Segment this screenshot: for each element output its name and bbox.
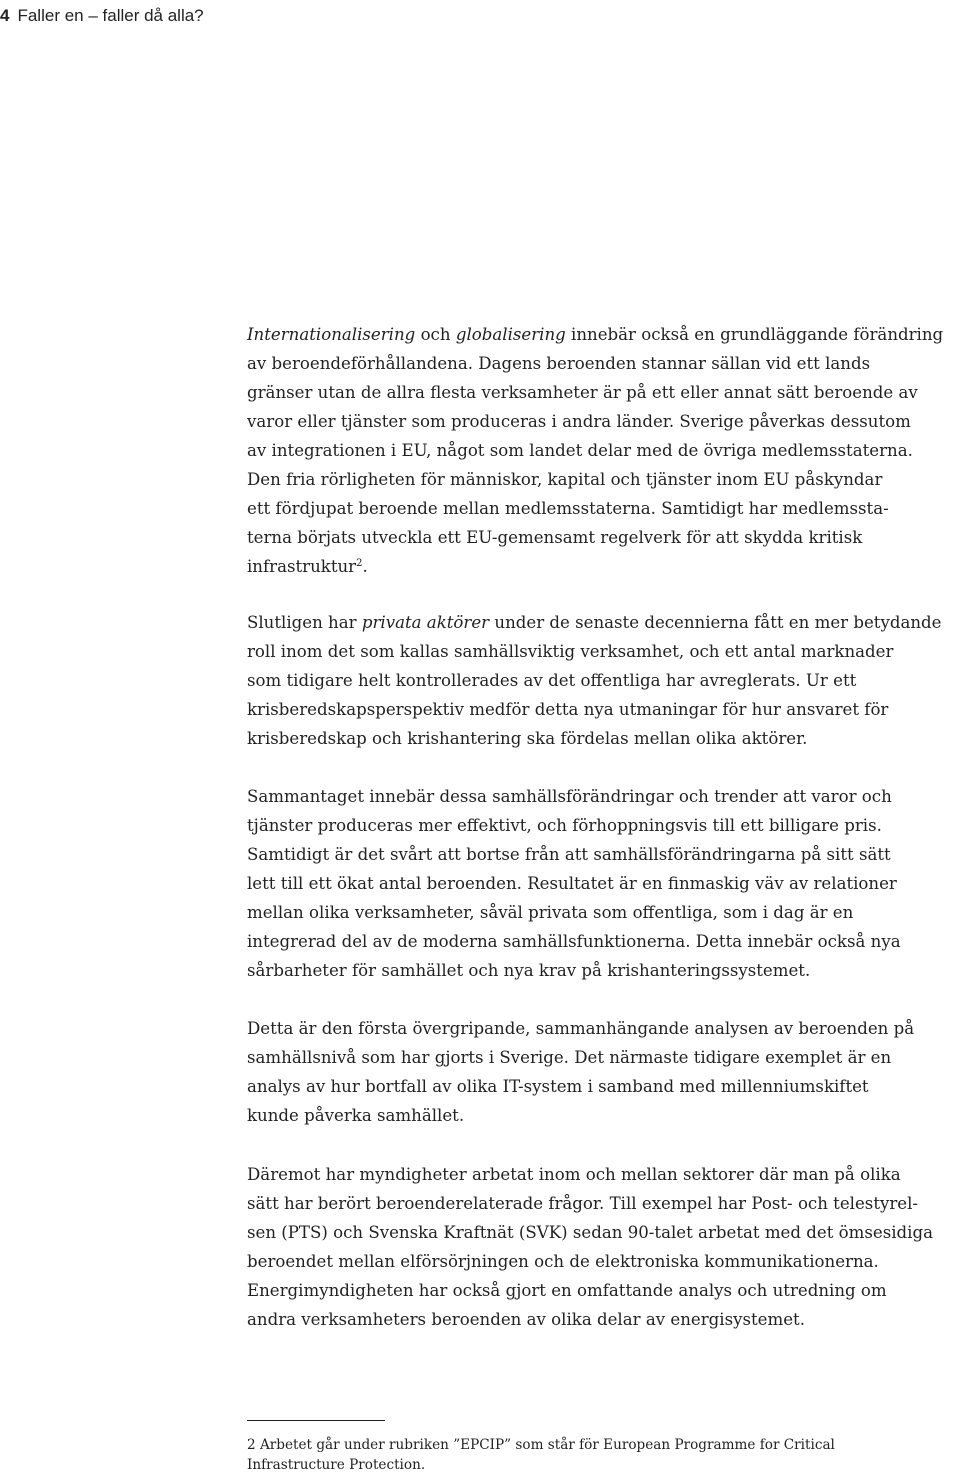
paragraph-line: andra verksamheters beroenden av olika delar av energisystemet. (247, 1310, 805, 1329)
paragraph-line: varor eller tjänster som produceras i andra länder. Sverige påverkas dessutom (247, 412, 911, 431)
paragraph-line: Samtidigt är det svårt att bortse från att samhällsförändringarna på sitt sätt (247, 845, 891, 864)
paragraph-forsta-analysen (247, 1014, 959, 1130)
footnote-line: Infrastructure Protection. (247, 1457, 426, 1473)
paragraph-line: av beroendeförhållandena. Dagens beroenden stannar sällan vid ett lands (247, 354, 871, 373)
paragraph-sammantaget (247, 782, 959, 985)
paragraph-line: infrastruktur$^2$. (247, 557, 368, 576)
paragraph-line: Energimyndigheten har också gjort en omfattande analys och utredning om (247, 1281, 887, 1300)
paragraph-line: kunde påverka samhället. (247, 1106, 465, 1125)
paragraph-line: Sammantaget innebär dessa samhällsförändringar och trender att varor och (247, 787, 892, 806)
paragraph-line: mellan olika verksamheter, såväl privata som offentliga, som i dag är en (247, 903, 854, 922)
running-head (0, 6, 204, 26)
paragraph-line: Internationalisering och globalisering innebär också en grundläggande förändring (247, 325, 944, 344)
paragraph-line: analys av hur bortfall av olika IT-system i samband med millenniumskiftet (247, 1077, 869, 1096)
paragraph-line: Den fria rörligheten för människor, kapital och tjänster inom EU påskyndar (247, 470, 883, 489)
paragraph-privata-aktorer (247, 608, 959, 753)
paragraph-line: tjänster produceras mer effektivt, och förhoppningsvis till ett billigare pris. (247, 816, 882, 835)
paragraph-daremot (247, 1160, 959, 1334)
paragraph-line: Detta är den första övergripande, sammanhängande analysen av beroenden på (247, 1019, 915, 1038)
paragraph-line: Slutligen har privata aktörer under de senaste decennierna fått en mer betydande (247, 613, 942, 632)
italic-term: globalisering (455, 325, 566, 344)
footnote-reference[interactable]: 2 (356, 558, 363, 569)
paragraph-line: av integrationen i EU, något som landet delar med de övriga medlemsstaterna. (247, 441, 913, 460)
italic-term: Internationalisering (247, 325, 416, 344)
running-head-title: Faller en – faller då alla? (17, 6, 204, 25)
italic-term: privata aktörer (361, 613, 490, 632)
paragraph-line: krisberedskap och krishantering ska fördelas mellan olika aktörer. (247, 729, 808, 748)
paragraph-line: sårbarheter för samhället och nya krav på krishanteringssystemet. (247, 961, 811, 980)
paragraph-line: samhällsnivå som har gjorts i Sverige. Det närmaste tidigare exemplet är en (247, 1048, 892, 1067)
page-number: 4 (0, 6, 10, 25)
paragraph-line: sen (PTS) och Svenska Kraftnät (SVK) sedan 90-talet arbetat med det ömsesidiga (247, 1223, 933, 1242)
paragraph-line: sätt har berört beroenderelaterade frågor. Till exempel har Post- och telestyrel- (247, 1194, 919, 1213)
footnote (247, 1435, 947, 1475)
paragraph-internationalisering (247, 320, 959, 581)
paragraph-line: Däremot har myndigheter arbetat inom och mellan sektorer där man på olika (247, 1165, 901, 1184)
paragraph-line: lett till ett ökat antal beroenden. Resultatet är en finmaskig väv av relationer (247, 874, 897, 893)
paragraph-line: roll inom det som kallas samhällsviktig verksamhet, och ett antal marknader (247, 642, 894, 661)
footnote-divider (247, 1420, 385, 1421)
footnote-line: 2 Arbetet går under rubriken ”EPCIP” som står för European Programme for Critical (247, 1437, 835, 1453)
paragraph-line: beroendet mellan elförsörjningen och de elektroniska kommunikationerna. (247, 1252, 879, 1271)
paragraph-line: integrerad del av de moderna samhällsfunktionerna. Detta innebär också nya (247, 932, 901, 951)
footnote-number: 2 (247, 1437, 256, 1453)
paragraph-line: krisberedskapsperspektiv medför detta nya utmaningar för hur ansvaret för (247, 700, 889, 719)
paragraph-line: som tidigare helt kontrollerades av det offentliga har avreglerats. Ur ett (247, 671, 857, 690)
paragraph-line: terna börjats utveckla ett EU-gemensamt regelverk för att skydda kritisk (247, 528, 863, 547)
paragraph-line: gränser utan de allra flesta verksamheter är på ett eller annat sätt beroende av (247, 383, 918, 402)
paragraph-line: ett fördjupat beroende mellan medlemsstaterna. Samtidigt har medlemssta- (247, 499, 889, 518)
